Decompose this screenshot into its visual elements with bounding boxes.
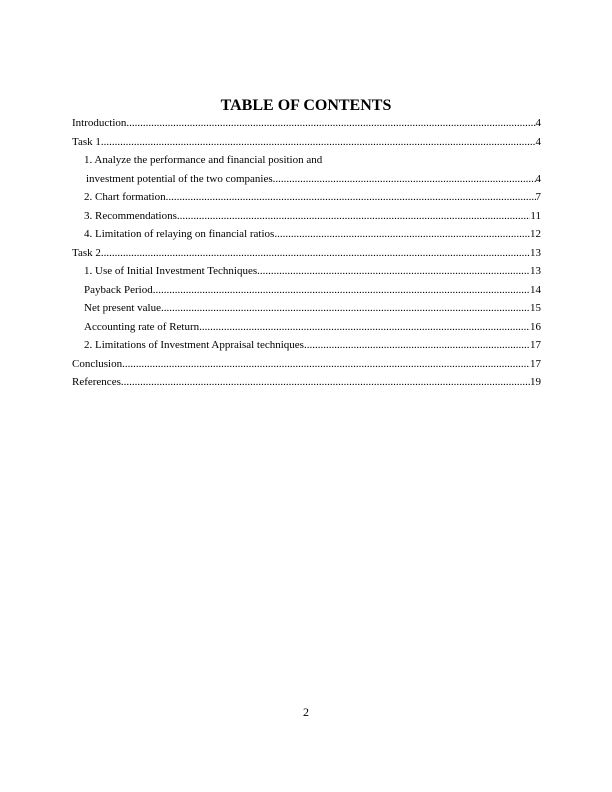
toc-entry-payback-period[interactable]	[72, 284, 541, 297]
toc-leader-dots	[101, 136, 536, 149]
toc-leader-dots	[274, 228, 530, 241]
toc-page-number: 15	[530, 302, 541, 314]
toc-leader-dots	[126, 117, 535, 130]
toc-entry-label: Net present value	[84, 302, 161, 314]
toc-page-number: 4	[535, 117, 541, 129]
toc-leader-dots	[199, 321, 530, 334]
toc-entry-net-present-value[interactable]	[72, 302, 541, 315]
page-number: 2	[303, 705, 309, 719]
toc-page-number: 11	[530, 209, 541, 222]
toc-page-number: 4	[535, 135, 541, 148]
toc-entry-label: 2. Limitations of Investment Appraisal techniques	[84, 339, 304, 351]
toc-leader-dots	[122, 358, 530, 371]
toc-page-number: 17	[530, 339, 541, 351]
toc-entry-label: 4. Limitation of relaying on financial ratios	[84, 228, 275, 240]
toc-page-number: 17	[530, 357, 541, 370]
toc-entry-task-2[interactable]	[72, 247, 541, 260]
toc-entry-accounting-rate-of-return[interactable]	[72, 321, 541, 334]
toc-page-number: 14	[530, 283, 541, 296]
toc-page-number: 16	[530, 320, 541, 333]
toc-leader-dots	[153, 284, 530, 297]
toc-page-number: 13	[530, 265, 541, 277]
toc-leader-dots	[304, 339, 530, 352]
toc-entry-references[interactable]	[72, 376, 541, 389]
toc-title: TABLE OF CONTENTS	[220, 97, 392, 114]
toc-page-number: 7	[535, 191, 541, 203]
toc-leader-dots	[121, 376, 530, 389]
toc-page-number: 13	[530, 246, 541, 259]
toc-entry-label: References	[72, 376, 121, 388]
toc-entry-recommendations[interactable]	[72, 210, 541, 223]
toc-page-number: 12	[530, 228, 541, 240]
toc-entry-label: Task 1	[72, 135, 101, 148]
toc-entry-label: Task 2	[72, 246, 101, 259]
toc-leader-dots	[101, 247, 530, 260]
toc-entry-label: Introduction	[72, 117, 127, 129]
toc-leader-dots	[177, 210, 531, 223]
toc-entry-label: Accounting rate of Return	[84, 320, 200, 333]
toc-entry-label: Payback Period	[84, 283, 153, 296]
toc-leader-dots	[273, 173, 536, 186]
toc-entry-introduction[interactable]	[72, 117, 541, 130]
toc-leader-dots	[166, 191, 536, 204]
toc-leader-dots	[257, 265, 530, 278]
toc-entry-label: 3. Recommendations	[84, 209, 177, 222]
toc-entry-analyze-performance[interactable]	[72, 154, 541, 186]
toc-entry-task-1[interactable]	[72, 136, 541, 149]
toc-entry-limitations-investment-appraisal[interactable]	[72, 339, 541, 352]
toc-entry-label: Conclusion	[72, 357, 123, 370]
toc-leader-dots	[161, 302, 530, 315]
toc-entry-label-line1: 1. Analyze the performance and financial position and	[84, 154, 323, 166]
toc-entry-limitation-financial-ratios[interactable]	[72, 228, 541, 241]
toc-entry-label: investment potential of the two companies	[86, 172, 273, 185]
toc-page-number: 19	[530, 376, 541, 388]
toc-entry-chart-formation[interactable]	[72, 191, 541, 204]
toc-entry-conclusion[interactable]	[72, 358, 541, 371]
toc-page-number: 4	[535, 172, 541, 185]
toc-entry-initial-investment-techniques[interactable]	[72, 265, 541, 278]
toc-entry-label: 1. Use of Initial Investment Techniques	[84, 265, 258, 277]
toc-list	[72, 117, 541, 395]
toc-entry-label: 2. Chart formation	[84, 191, 166, 203]
